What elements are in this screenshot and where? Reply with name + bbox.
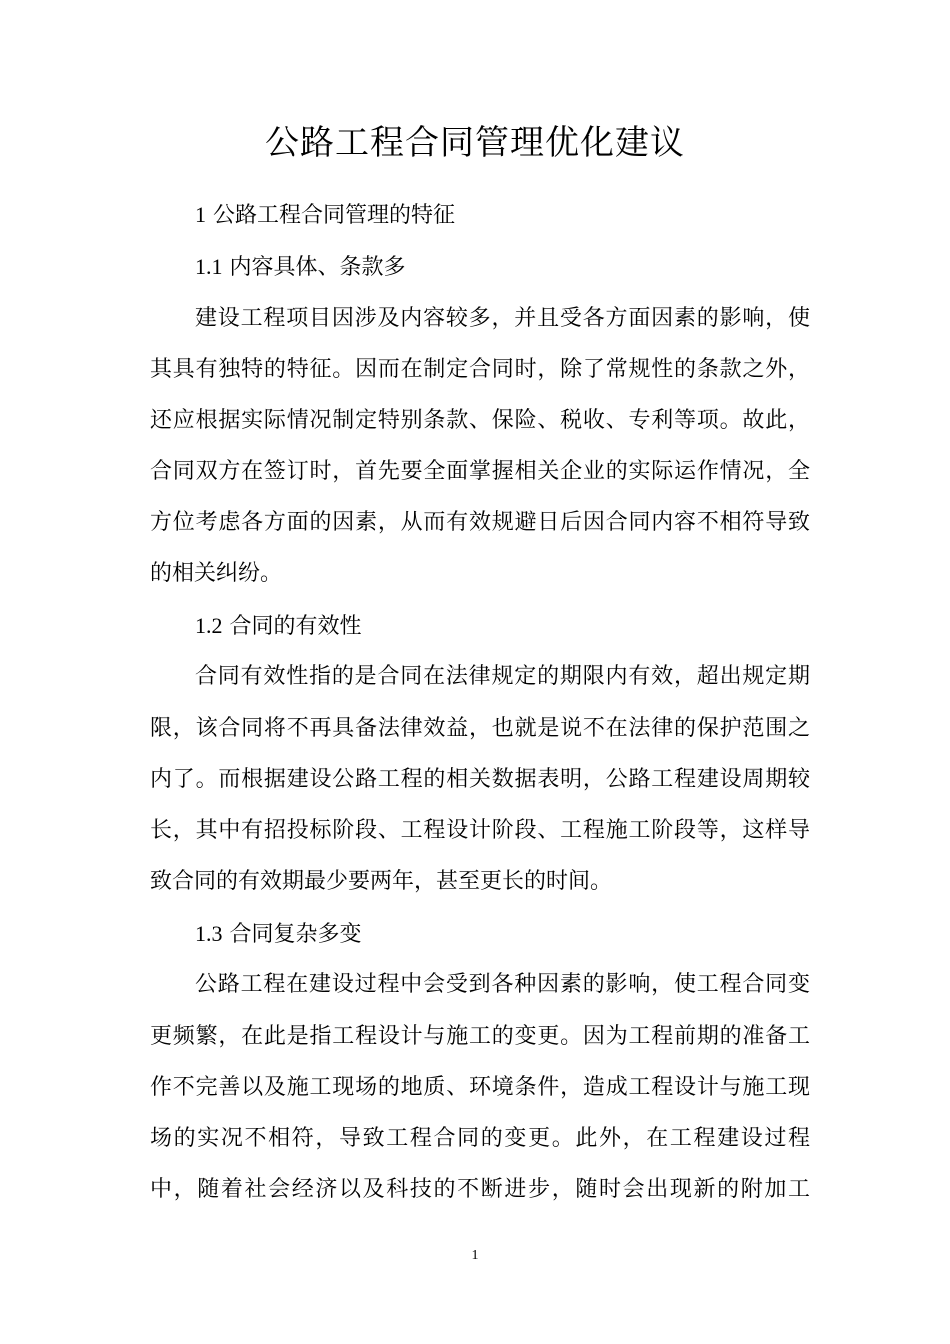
- paragraph-line: 更频繁，在此是指工程设计与施工的变更。因为工程前期的准备工: [150, 1024, 810, 1049]
- section-title: 合同复杂多变: [229, 922, 362, 947]
- paragraph-line: 方位考虑各方面的因素，从而有效规避日后因合同内容不相符导致: [150, 510, 810, 535]
- paragraph-line: 建设工程项目因涉及内容较多，并且受各方面因素的影响，使: [195, 306, 810, 331]
- section-title: 合同的有效性: [229, 614, 362, 639]
- paragraph-line: 致合同的有效期最少要两年，甚至更长的时间。: [150, 869, 613, 894]
- section-heading: [195, 200, 455, 231]
- paragraph-line: 内了。而根据建设公路工程的相关数据表明，公路工程建设周期较: [150, 767, 810, 792]
- paragraph-line: 合同有效性指的是合同在法律规定的期限内有效，超出规定期: [195, 664, 810, 689]
- section-title: 公路工程合同管理的特征: [213, 203, 456, 228]
- paragraph-line: 长，其中有招投标阶段、工程设计阶段、工程施工阶段等，这样导: [150, 818, 810, 843]
- document-title: 公路工程合同管理优化建议: [265, 123, 685, 163]
- section-heading: [195, 611, 362, 642]
- paragraph-line: 作不完善以及施工现场的地质、环境条件，造成工程设计与施工现: [150, 1075, 810, 1100]
- section-number: 1.3: [195, 921, 223, 946]
- page-number: 1: [471, 1248, 479, 1263]
- paragraph-line: 公路工程在建设过程中会受到各种因素的影响，使工程合同变: [195, 972, 810, 997]
- paragraph-line: 其具有独特的特征。因而在制定合同时，除了常规性的条款之外，: [150, 357, 810, 382]
- section-heading: [195, 919, 362, 950]
- section-title: 内容具体、条款多: [229, 255, 406, 280]
- paragraph-line: 限，该合同将不再具备法律效益，也就是说不在法律的保护范围之: [150, 716, 810, 741]
- paragraph-line: 的相关纠纷。: [150, 561, 283, 586]
- section-number: 1.2: [195, 613, 223, 638]
- section-heading: [195, 252, 406, 283]
- paragraph-line: 场的实况不相符，导致工程合同的变更。此外，在工程建设过程: [150, 1126, 810, 1151]
- paragraph-line: 合同双方在签订时，首先要全面掌握相关企业的实际运作情况，全: [150, 459, 810, 484]
- paragraph-line: 还应根据实际情况制定特别条款、保险、税收、专利等项。故此，: [150, 408, 810, 433]
- section-number: 1.1: [195, 254, 223, 279]
- section-number: 1: [195, 202, 206, 227]
- paragraph-line: 中，随着社会经济以及科技的不断进步，随时会出现新的附加工: [150, 1177, 810, 1202]
